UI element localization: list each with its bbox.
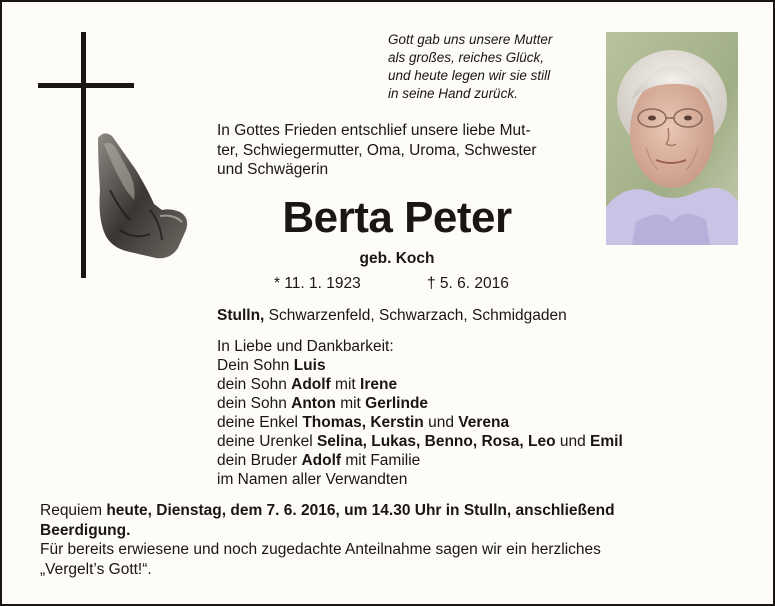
thanks-line: „Vergelt’s Gott!“.: [40, 560, 152, 578]
thanks-line: Für bereits erwiesene und noch zugedachte Anteilnahme sagen wir ein herzliches: [40, 541, 601, 558]
intro-line: und Schwägerin: [217, 161, 329, 178]
intro-text: [217, 121, 582, 180]
requiem-line: [40, 521, 740, 541]
mourner-name: Luis: [293, 357, 326, 374]
mourner-relation: dein Bruder: [217, 452, 302, 469]
intro-line: In Gottes Frieden entschlief unsere liebe Mut-: [217, 122, 531, 139]
mourner-name: Adolf: [301, 452, 342, 469]
mourner-relation: Dein Sohn: [217, 357, 294, 374]
mourner-name: Verena: [458, 414, 510, 431]
mourner-name: Selina, Lukas, Benno, Rosa, Leo: [316, 433, 556, 450]
mourners-closing: im Namen aller Verwandten: [217, 471, 408, 488]
death-date: † 5. 6. 2016: [427, 275, 509, 292]
requiem-label: Requiem: [40, 502, 107, 519]
mourner-name: Anton: [291, 395, 336, 412]
mourner-line: [217, 432, 623, 451]
mourner-name: Emil: [590, 433, 623, 450]
deceased-name: Berta Peter: [282, 193, 512, 242]
mourner-line: [217, 413, 623, 432]
mourner-line: [217, 451, 623, 470]
places-others: Schwarzenfeld, Schwarzach, Schmidgaden: [264, 307, 567, 324]
poem-line: als großes, reiches Glück,: [388, 50, 545, 65]
mourner-connector: mit: [330, 376, 361, 393]
mourner-line: [217, 375, 623, 394]
requiem-line: [40, 501, 740, 521]
place-main: Stulln,: [217, 307, 265, 324]
mourner-connector: und: [423, 414, 459, 431]
requiem-info: [40, 501, 740, 579]
mourner-connector: mit: [335, 395, 366, 412]
mourner-relation: deine Urenkel: [217, 433, 317, 450]
mourner-connector: mit Familie: [341, 452, 421, 469]
mourners-list: [217, 337, 623, 489]
poem-line: in seine Hand zurück.: [388, 86, 518, 101]
mourner-name: Irene: [360, 376, 398, 393]
poem-line: und heute legen wir sie still: [388, 68, 551, 83]
mourner-name: Adolf: [291, 376, 331, 393]
mourner-connector: und: [555, 433, 591, 450]
portrait-photo-icon: [606, 32, 738, 245]
praying-hands-icon: [90, 130, 194, 265]
mourner-relation: dein Sohn: [217, 376, 292, 393]
mourner-line: [217, 394, 623, 413]
intro-line: ter, Schwiegermutter, Oma, Uroma, Schwester: [217, 141, 537, 159]
maiden-name: geb. Koch: [359, 250, 435, 267]
portrait-photo: [606, 32, 738, 245]
requiem-burial: Beerdigung.: [40, 521, 131, 539]
mourner-relation: dein Sohn: [217, 395, 292, 412]
poem-line: Gott gab uns unsere Mutter: [388, 32, 553, 47]
mourner-name: Thomas, Kerstin: [302, 414, 424, 431]
mourners-heading: In Liebe und Dankbarkeit:: [217, 338, 394, 355]
birth-date: * 11. 1. 1923: [274, 275, 361, 292]
mourner-line: [217, 356, 623, 375]
mourner-name: Gerlinde: [365, 395, 429, 412]
mourner-relation: deine Enkel: [217, 414, 303, 431]
poem: [388, 31, 593, 103]
requiem-details: heute, Dienstag, dem 7. 6. 2016, um 14.30 Uhr in Stulln, anschließend: [106, 502, 615, 519]
places-line: [217, 307, 567, 325]
